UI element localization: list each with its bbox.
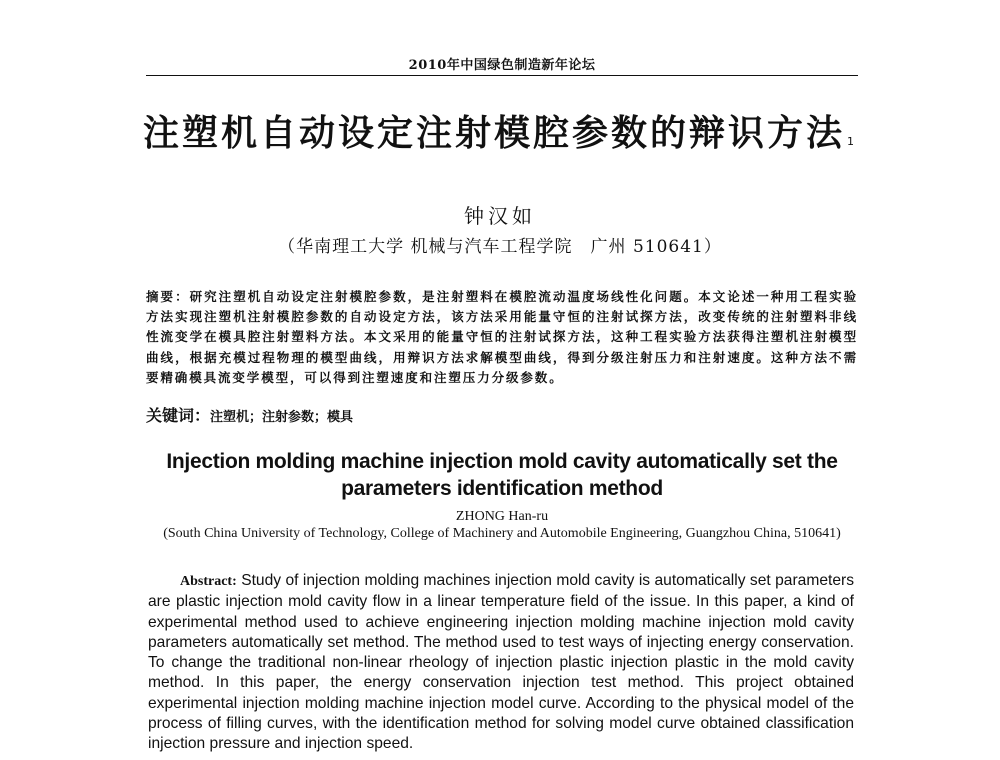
author-en: ZHONG Han-ru [455,509,549,524]
title-cn [140,110,860,158]
abstract-cn-text: 研究注塑机自动设定注射模腔参数，是注射塑料在模腔流动温度场线性化问题。本文论述一种用工程实验方法实现注塑机注射模腔参数的自动设定方法，该方法采用能量守恒的注射试探方法，改变传统的注射塑料非线性流变学在模具腔注射塑料方法。本文采用的能量守恒的注射试探方法，这种工程实验方法获得注塑机注射模型曲线，根据充模过程物理的模型曲线，用辩识方法求解模型曲线，得到分级注射压力和注射速度。这种方法不需要精确模具流变学模型，可以得到注塑速度和注塑压力分级参数。 [146,289,859,385]
keywords-cn-text: 注塑机；注射参数；模具 [210,410,354,425]
keywords-cn-label: 关键词： [146,406,211,425]
title-cn-text: 注塑机自动设定注射模腔参数的辩识方法 [142,113,845,154]
header-rule [146,75,858,76]
abstract-en [148,571,854,755]
keywords-cn [146,403,858,426]
title-en: Injection molding machine injection mold cavity automatically set the parameters identification method [166,450,838,500]
title-footnote-marker: 1 [847,135,857,148]
affiliation-en: (South China University of Technology, College of Machinery and Automobile Engineering, Guangzhou China, 510641) [163,526,841,541]
running-header: 2010年中国绿色制造新年论坛 [408,58,596,73]
abstract-en-text: Study of injection molding machines injection mold cavity is automatically set parameters are plastic injection mold cavity flow in a linear temperature field of the issue. In this paper, a kind of experimental method used to achieve engineering injection molding machine injection mold cavity parameters automatically set method. The method used to test ways of injecting energy conservation. To change the traditional non-linear rheology of injection plastic injection plastic in the mold cavity method. In this paper, the energy conservation injection test method. This project obtained experimental injection molding machine injection model curve. According to the physical model of the process of filling curves, with the identification method for solving model curve obtained classification injection pressure and injection speed. [148,572,854,753]
abstract-cn [146,287,858,388]
abstract-en-label: Abstract: [180,574,237,589]
abstract-cn-label: 摘要： [146,289,190,304]
author-cn: 钟汉如 [464,204,536,228]
affiliation-cn: （华南理工大学 机械与汽车工程学院 广州 510641） [278,237,722,257]
